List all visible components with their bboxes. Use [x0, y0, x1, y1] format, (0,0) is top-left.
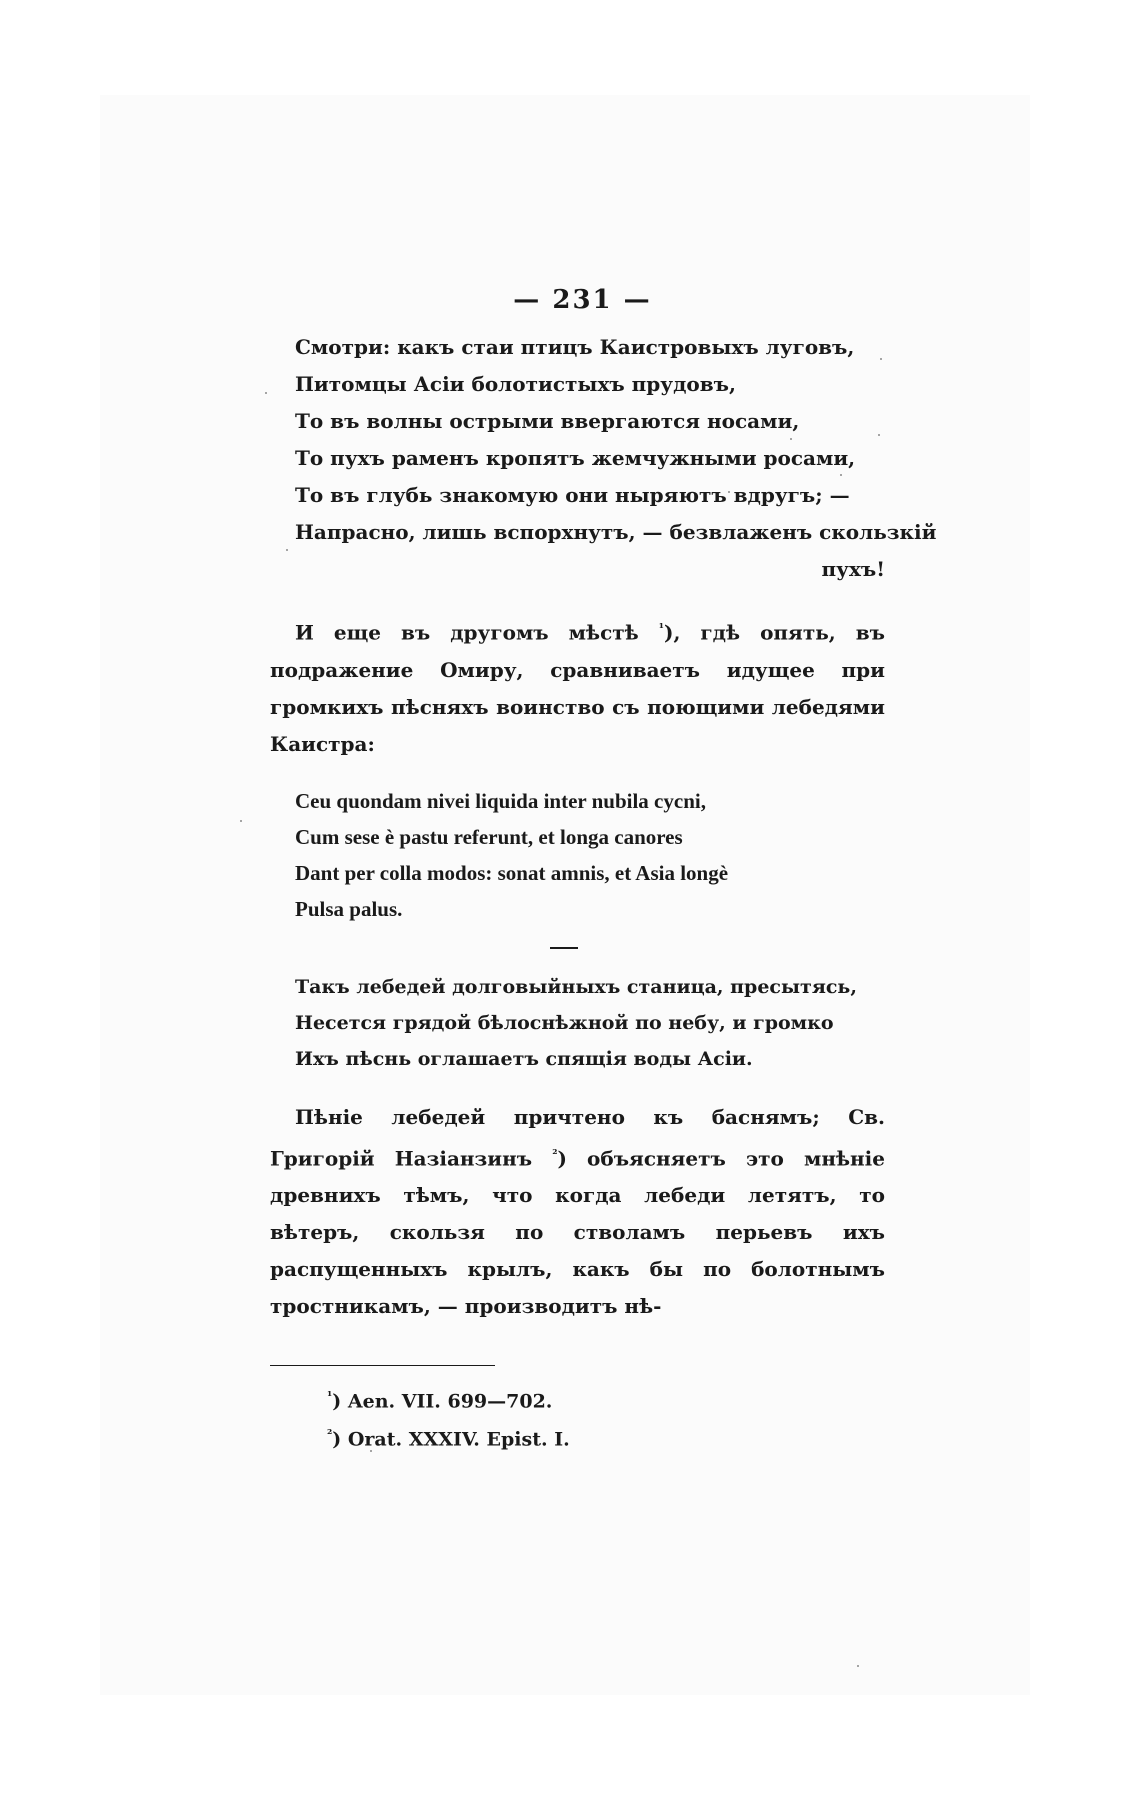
paragraph-text: Пѣніе лебедей причтено къ баснямъ; Св. Григорій Назіанзинъ — [270, 1104, 885, 1171]
footnote-ref: ² — [552, 1146, 558, 1161]
footnotes — [295, 1380, 885, 1455]
verse-line: То въ волны острыми ввергаются носами, — [295, 409, 800, 433]
verse-divider — [550, 947, 578, 949]
verse-line: Такъ лебедей долговыйныхъ станица, пресытясь, — [295, 975, 857, 998]
footnote-text: ) Aen. VII. 699—702. — [332, 1390, 553, 1413]
verse-line: Ихъ пѣснь оглашаетъ спящія воды Асіи. — [295, 1047, 753, 1070]
verse-line: Питомцы Асіи болотистыхъ прудовъ, — [295, 372, 736, 396]
verse-line: Напрасно, лишь вспорхнутъ, — безвлаженъ скользкій — [295, 520, 937, 544]
latin-line: Ceu quondam nivei liquida inter nubila cycni, — [295, 788, 706, 813]
footnote-mark: ² — [327, 1426, 333, 1441]
footnote — [327, 1418, 885, 1455]
footnote-rule — [270, 1365, 495, 1366]
paragraph-1 — [270, 610, 885, 763]
paragraph-text: И еще въ другомъ мѣстѣ — [295, 620, 659, 645]
footnote-text: ) Orat. XXXIV. Epist. I. — [332, 1427, 570, 1450]
verse-block-1 — [295, 329, 937, 588]
verse-line: Смотри: какъ стаи птицъ Каистровыхъ луговъ, — [295, 335, 855, 359]
latin-line: Dant per colla modos: sonat amnis, et Asia longè — [295, 860, 729, 885]
footnote-mark: ¹ — [327, 1389, 333, 1404]
paragraph-2 — [270, 1099, 885, 1326]
latin-line: Cum sese è pastu referunt, et longa canores — [295, 824, 683, 849]
latin-line: Pulsa palus. — [295, 896, 403, 921]
verse-line: То пухъ раменъ кропятъ жемчужными росами, — [295, 446, 856, 470]
footnote-ref: ¹ — [658, 621, 664, 635]
page-content — [270, 285, 937, 1455]
verse-line: То въ глубь знакомую они ныряютъ вдругъ; — — [295, 483, 850, 507]
paragraph-text: ) объясняетъ это мнѣніе древнихъ тѣмъ, что когда лебеди летятъ, то вѣтеръ, скользя по стволамъ перьевъ ихъ распущенныхъ крылъ, какъ бы по болотнымъ тростникамъ, — производитъ нѣ- — [270, 1146, 885, 1319]
verse-line: Несется грядой бѣлоснѣжной по небу, и громко — [295, 1011, 834, 1034]
footnote — [327, 1380, 885, 1417]
latin-verse-block — [295, 783, 885, 927]
verse-line: пухъ! — [821, 557, 885, 581]
paragraph-text: ), гдѣ опять, въ подражение Омиру, сравниваетъ идущее при громкихъ пѣсняхъ воинство съ поющими лебедями Каистра: — [270, 620, 885, 756]
page-number: — 231 — — [513, 285, 652, 315]
verse-block-2 — [295, 969, 885, 1077]
